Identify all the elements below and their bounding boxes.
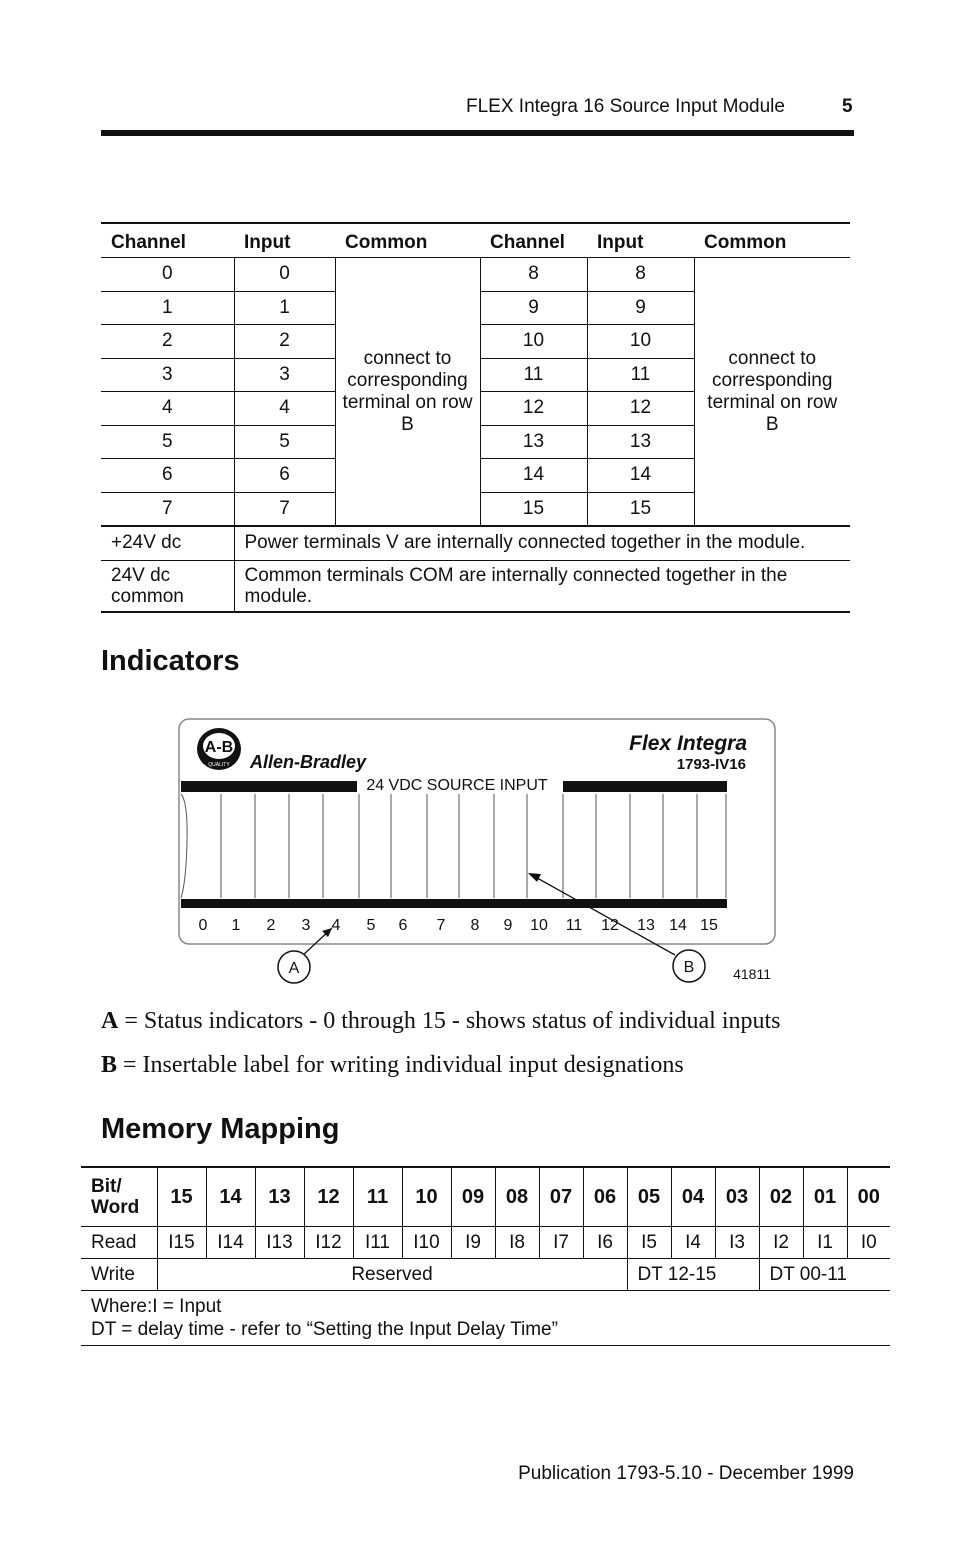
common-left-cell: connect to corresponding terminal on row B [335,258,480,527]
bit-header: 10 [402,1167,451,1227]
callout-b-arrow-icon [528,873,541,882]
read-cell: I3 [715,1227,759,1259]
read-cell: I0 [847,1227,890,1259]
footnote-cell [81,1291,890,1346]
publication-footer: Publication 1793-5.10 - December 1999 [518,1463,854,1484]
read-cell: I7 [539,1227,583,1259]
wiring-table [101,222,850,613]
table-cell: 0 [101,258,234,292]
channel-number: 10 [530,917,548,934]
bit-header: 08 [495,1167,539,1227]
legend-text: = Insertable label for writing individual input designations [117,1052,684,1078]
write-label: Write [81,1259,157,1291]
channel-numbers [199,917,718,934]
legend-text: = Status indicators - 0 through 15 - shows status of individual inputs [118,1008,781,1034]
label-edge [181,794,187,898]
label-band-left [181,781,357,792]
channel-number: 6 [398,917,408,934]
write-reserved: Reserved [157,1259,627,1291]
bit-header: 01 [803,1167,847,1227]
note-text: Power terminals V are internally connected together in the module. [234,526,850,560]
bit-header: 04 [671,1167,715,1227]
footnote-line: DT = delay time - refer to “Setting the Input Delay Time” [91,1319,558,1340]
footnote-line: Where:I = Input [91,1296,222,1317]
table-row [101,258,850,292]
corner-label: Bit/ Word [81,1167,157,1227]
legend-key: A [101,1008,119,1034]
page-number: 5 [842,96,853,117]
table-cell: 5 [101,425,234,459]
channel-number: 7 [436,917,446,934]
table-cell: 3 [101,358,234,392]
channel-number: 4 [331,917,341,934]
bit-header: 14 [206,1167,255,1227]
common-right-cell: connect to corresponding terminal on row B [694,258,850,527]
table-cell: 7 [101,492,234,526]
product-name: Flex Integra [629,732,747,755]
legend-key: B [101,1052,118,1078]
write-dt2: DT 00-11 [759,1259,890,1291]
logo-text: A-B [204,739,234,756]
read-cell: I15 [157,1227,206,1259]
lower-band [181,899,727,908]
table-cell: 9 [480,291,587,325]
channel-number: 15 [700,917,718,934]
table-cell: 6 [234,459,335,493]
table-cell: 9 [587,291,694,325]
callout-b-line [530,874,675,955]
footnote-row [81,1291,890,1346]
column-header: Channel [101,223,234,258]
write-dt1: DT 12-15 [627,1259,759,1291]
table-cell: 14 [480,459,587,493]
read-cell: I14 [206,1227,255,1259]
note-row [101,526,850,560]
bit-header: 05 [627,1167,671,1227]
note-row [101,560,850,612]
channel-number: 9 [503,917,513,934]
wiring-header-row [101,223,850,258]
table-cell: 2 [101,325,234,359]
bit-header: 02 [759,1167,803,1227]
channel-number: 5 [366,917,376,934]
write-row [81,1259,890,1291]
read-cell: I11 [353,1227,402,1259]
table-cell: 14 [587,459,694,493]
bit-header: 00 [847,1167,890,1227]
column-header: Input [234,223,335,258]
channel-number: 1 [231,917,241,934]
table-cell: 1 [101,291,234,325]
header-rule [101,130,854,136]
note-label: +24V dc [101,526,234,560]
bit-header: 06 [583,1167,627,1227]
module-diagram [170,712,790,994]
bit-header-row [81,1167,890,1227]
table-cell: 2 [234,325,335,359]
note-label: 24V dc common [101,560,234,612]
catalog-number: 1793-IV16 [676,756,746,773]
table-cell: 13 [587,425,694,459]
memory-mapping-heading: Memory Mapping [101,1113,340,1145]
channel-number: 0 [198,917,208,934]
column-header: Common [335,223,480,258]
table-cell: 10 [480,325,587,359]
column-header: Channel [480,223,587,258]
label-band-right [563,781,727,792]
table-cell: 15 [480,492,587,526]
status-indicator-slots [181,794,726,898]
figure-id: 41811 [733,966,771,982]
channel-number: 8 [470,917,480,934]
table-cell: 4 [234,392,335,426]
bit-header: 07 [539,1167,583,1227]
table-cell: 3 [234,358,335,392]
table-cell: 12 [587,392,694,426]
legend-item-b [101,1052,684,1079]
allen-bradley-logo-icon [197,728,241,770]
channel-number: 3 [301,917,311,934]
legend-item-a [101,1008,781,1035]
table-cell: 6 [101,459,234,493]
read-label: Read [81,1227,157,1259]
read-cell: I1 [803,1227,847,1259]
indicators-heading: Indicators [101,645,240,677]
channel-number: 12 [601,917,619,934]
read-cell: I4 [671,1227,715,1259]
channel-number: 14 [669,917,687,934]
read-cell: I13 [255,1227,304,1259]
channel-number: 11 [565,917,583,934]
table-cell: 10 [587,325,694,359]
module-label: 24 VDC SOURCE INPUT [366,777,548,794]
column-header: Input [587,223,694,258]
running-header-title: FLEX Integra 16 Source Input Module [466,96,785,117]
table-cell: 7 [234,492,335,526]
read-cell: I10 [402,1227,451,1259]
column-header: Common [694,223,850,258]
read-cell: I9 [451,1227,495,1259]
channel-number: 13 [637,917,655,934]
memory-map-table [81,1166,890,1346]
read-cell: I5 [627,1227,671,1259]
read-cell: I8 [495,1227,539,1259]
logo-sub-text: QUALITY [208,762,230,768]
table-cell: 11 [587,358,694,392]
callout-a-label: A [288,960,300,977]
bit-header: 03 [715,1167,759,1227]
bit-header: 12 [304,1167,353,1227]
bit-header: 11 [353,1167,402,1227]
table-cell: 8 [587,258,694,292]
bit-header: 13 [255,1167,304,1227]
table-cell: 8 [480,258,587,292]
brand-name: Allen-Bradley [250,752,367,772]
bit-header: 15 [157,1167,206,1227]
read-cell: I12 [304,1227,353,1259]
callout-b-label: B [683,959,695,976]
read-row [81,1227,890,1259]
table-cell: 13 [480,425,587,459]
table-cell: 11 [480,358,587,392]
note-text: Common terminals COM are internally connected together in the module. [234,560,850,612]
channel-number: 2 [266,917,276,934]
table-cell: 12 [480,392,587,426]
table-cell: 4 [101,392,234,426]
table-cell: 1 [234,291,335,325]
read-cell: I2 [759,1227,803,1259]
bit-header: 09 [451,1167,495,1227]
read-cell: I6 [583,1227,627,1259]
table-cell: 5 [234,425,335,459]
table-cell: 0 [234,258,335,292]
table-cell: 15 [587,492,694,526]
